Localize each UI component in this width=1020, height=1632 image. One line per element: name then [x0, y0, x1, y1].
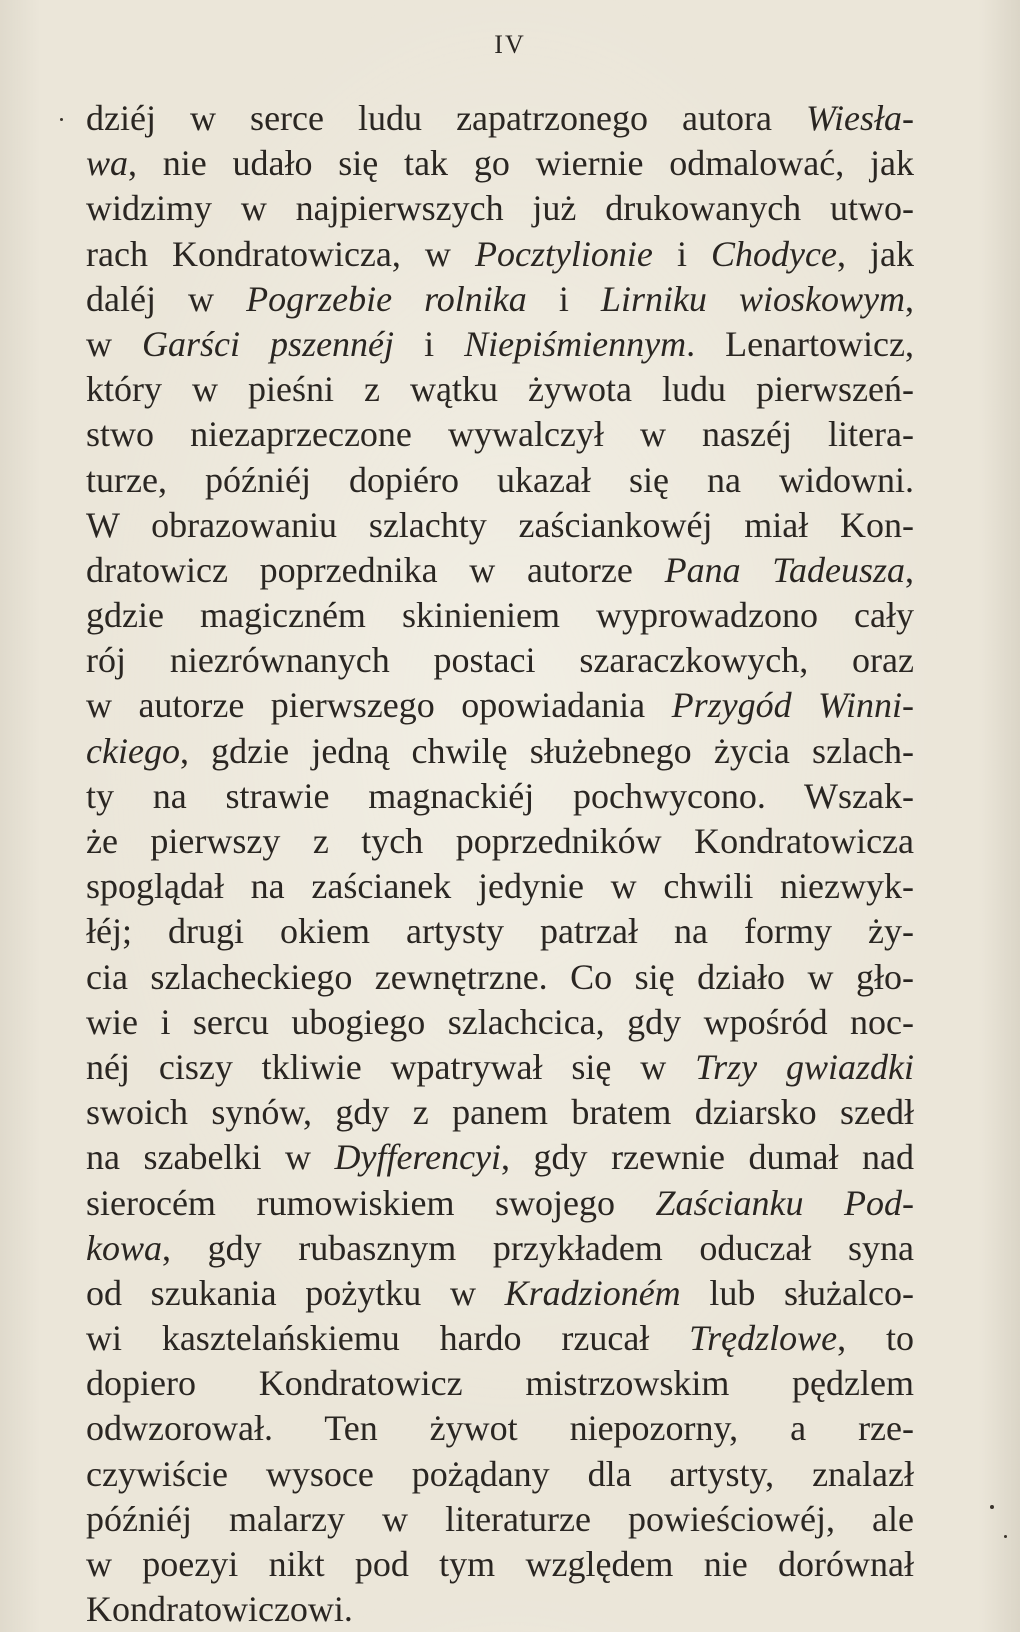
text-run: , gdzie jedną chwilę służebnego życia szlach- — [179, 730, 914, 771]
text-run: , to — [837, 1318, 914, 1359]
italic-title: kowa — [86, 1227, 162, 1268]
text-run: Kondratowiczowi. — [86, 1589, 353, 1630]
print-speck — [60, 118, 63, 121]
text-run: , gdy rzewnie dumał nad — [501, 1137, 914, 1178]
text-run: że pierwszy z tych poprzedników Kondratowicza — [86, 821, 914, 861]
text-line — [86, 1542, 914, 1587]
text-line — [86, 1271, 914, 1316]
text-line — [86, 1090, 914, 1135]
text-run: późniéj malarzy w literaturze powieściowéj, ale — [86, 1498, 914, 1539]
text-run: dopiero Kondratowicz mistrzowskim pędzlem — [86, 1363, 914, 1404]
text-run: na szabelki w — [86, 1137, 335, 1178]
text-run: odwzorował. Ten żywot niepozorny, a rze- — [86, 1408, 914, 1449]
text-line — [86, 729, 914, 774]
page-number: IV — [494, 30, 526, 59]
text-run: w poezyi nikt pod tym względem nie dorównał — [86, 1544, 914, 1584]
text-line — [86, 503, 914, 548]
text-run: czywiście wysoce pożądany dla artysty, znalazł — [86, 1453, 914, 1494]
text-run: rój niezrównanych postaci szaraczkowych, oraz — [86, 640, 914, 681]
body-text — [86, 96, 914, 1632]
text-line — [86, 909, 914, 954]
text-line — [86, 548, 914, 593]
text-run: dziéj w serce ludu zapatrzonego autora — [86, 98, 807, 138]
text-run: swoich synów, gdy z panem bratem dziarsko szedł — [86, 1092, 914, 1133]
text-line — [86, 1045, 914, 1090]
text-line — [86, 412, 914, 457]
text-run: gdzie magiczném skinieniem wyprowadzono cały — [86, 595, 914, 636]
text-run: wi kasztelańskiemu hardo rzucał — [86, 1318, 690, 1359]
text-run: stwo niezaprzeczone wywalczył w naszéj litera- — [86, 414, 914, 455]
text-run: widzimy w najpierwszych już drukowanych utwo- — [86, 188, 914, 229]
text-run: , — [905, 278, 914, 319]
text-line — [86, 774, 914, 819]
text-line — [86, 96, 914, 141]
text-line — [86, 593, 914, 638]
print-speck — [990, 1505, 994, 1509]
text-run: spoglądał na zaścianek jedynie w chwili niezwyk- — [86, 866, 914, 907]
text-line — [86, 186, 914, 231]
italic-title: Lirniku wioskowym — [600, 278, 905, 319]
text-line — [86, 1497, 914, 1542]
italic-title: Trędzlowe — [689, 1318, 838, 1359]
text-line — [86, 1361, 914, 1406]
text-run: , gdy rubasznym przykładem oduczał syna — [162, 1227, 914, 1268]
italic-title: Wiesła- — [806, 98, 914, 138]
italic-title: Zaścianku Pod- — [655, 1182, 914, 1223]
text-run: daléj w — [86, 278, 247, 319]
text-run: dratowicz poprzednika w autorze — [86, 549, 665, 590]
text-line — [86, 1316, 914, 1361]
italic-title: Przygód Winni- — [671, 685, 914, 726]
text-line — [86, 1226, 914, 1271]
text-line — [86, 1000, 914, 1045]
italic-title: Pocztylionie — [474, 233, 653, 274]
italic-title: Kradzioném — [504, 1272, 681, 1313]
italic-title: Garści pszennéj — [142, 323, 395, 364]
text-line — [86, 458, 914, 503]
italic-title: Dyfferencyi — [334, 1137, 502, 1178]
text-run: lub służalco- — [680, 1272, 914, 1313]
italic-title: Pogrzebie rolnika — [246, 278, 527, 319]
text-line — [86, 277, 914, 322]
print-speck — [1004, 1535, 1007, 1538]
text-run: w autorze pierwszego opowiadania — [86, 685, 672, 726]
text-run: od szukania pożytku w — [86, 1272, 505, 1313]
text-run: . Lenartowicz, — [686, 323, 914, 364]
text-line — [86, 1452, 914, 1497]
italic-title: Chodyce — [711, 233, 837, 274]
text-line — [86, 141, 914, 186]
text-line — [86, 367, 914, 412]
text-run: , jak — [836, 233, 914, 274]
text-run: ty na strawie magnackiéj pochwycono. Wszak- — [86, 775, 914, 816]
italic-title: Niepiśmiennym — [464, 323, 687, 364]
text-line — [86, 683, 914, 728]
text-run: wie i sercu ubogiego szlachcica, gdy wpośród noc- — [86, 1001, 914, 1042]
text-line — [86, 638, 914, 683]
text-run: néj ciszy tkliwie wpatrywał się w — [86, 1046, 696, 1087]
text-run: łéj; drugi okiem artysty patrzał na formy ży- — [86, 911, 914, 952]
text-run: turze, późniéj dopiéro ukazał się na widowni. — [86, 459, 914, 500]
text-line — [86, 1181, 914, 1226]
text-run: w — [86, 323, 143, 364]
italic-title: Trzy gwiazdki — [695, 1046, 914, 1087]
text-line — [86, 955, 914, 1000]
text-line — [86, 322, 914, 367]
italic-title: Pana Tadeusza — [664, 549, 905, 590]
text-run: , — [904, 549, 914, 590]
text-run: i — [652, 233, 712, 274]
text-run: i — [394, 323, 465, 364]
text-run: W obrazowaniu szlachty zaściankowéj miał Kon- — [86, 504, 914, 545]
text-line — [86, 819, 914, 864]
text-line — [86, 1406, 914, 1451]
text-run: który w pieśni z wątku żywota ludu pierwszeń- — [86, 369, 914, 410]
text-line — [86, 1135, 914, 1180]
text-run: cia szlacheckiego zewnętrzne. Co się działo w gło- — [86, 956, 914, 997]
text-run: , nie udało się tak go wiernie odmalować, jak — [128, 143, 914, 184]
italic-title: ckiego — [86, 730, 180, 771]
text-run: rach Kondratowicza, w — [86, 233, 475, 274]
italic-title: wa — [86, 143, 129, 184]
text-line — [86, 864, 914, 909]
text-run: i — [526, 278, 601, 319]
text-run: sierocém rumowiskiem swojego — [86, 1182, 656, 1223]
text-line — [86, 232, 914, 277]
